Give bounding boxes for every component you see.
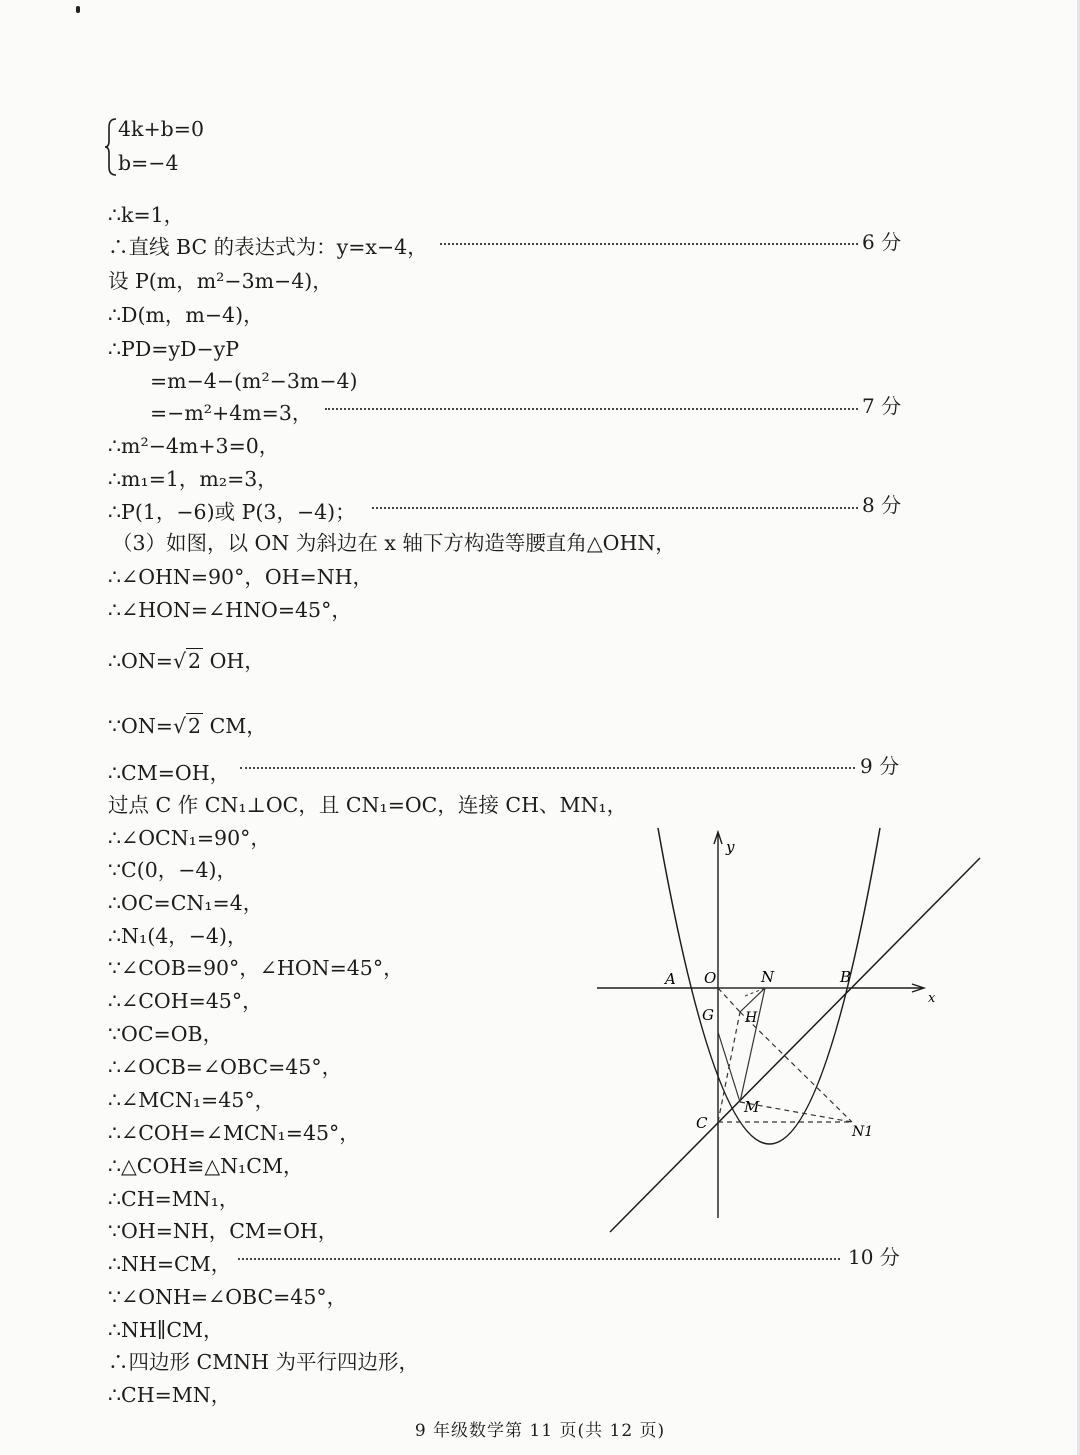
step-text: ∴ON= [108,649,173,673]
step-line: ∵C(0，−4)， [108,858,237,882]
step-line: ∴m₁=1，m₂=3， [108,467,278,491]
point-label-a: A [665,970,676,988]
step-line: ∴k=1， [108,203,185,227]
step-line: ∴P(1，−6)或 P(3，−4)； [108,500,356,524]
dot-leader [325,408,858,410]
step-line: 过点 C 作 CN₁⊥OC，且 CN₁=OC，连接 CH、MN₁， [108,793,628,817]
score-label: 6 分 [862,230,902,254]
parabola [658,828,880,1144]
point-label-m: M [744,1098,760,1116]
scan-mark [76,6,80,13]
geometry-figure [590,820,990,1240]
point-label-o: O [704,969,717,987]
point-label-h: H [745,1010,758,1026]
point-label-b: B [840,968,852,986]
radicand: 2 [188,649,202,673]
point-label-c: C [696,1114,708,1132]
step-text: CM， [203,714,267,738]
segment-gm [718,1032,740,1102]
dot-leader [440,243,858,245]
score-label: 8 分 [862,493,902,517]
step-line: ∴∠HON=∠HNO=45°， [108,598,352,622]
line-bc [610,858,980,1232]
x-axis-label: x [928,991,936,1006]
dot-leader [372,507,858,509]
point-label-n: N [761,968,775,986]
step-line: ∵OH=NH，CM=OH， [108,1219,339,1243]
helper-line [745,988,765,996]
point-label-g: G [702,1006,714,1024]
score-label: 7 分 [862,394,902,418]
score-label: 9 分 [860,754,900,778]
step-line: ∴CH=MN， [108,1383,232,1407]
segment-hn [740,988,765,1012]
step-line: ∴CH=MN₁， [108,1187,240,1211]
y-axis-label: y [726,838,735,856]
step-line: ∵OC=OB， [108,1022,224,1046]
dot-leader [240,767,855,769]
step-line: 设 P(m，m²−3m−4)， [108,269,333,293]
step-line: ∵∠COB=90°，∠HON=45°， [108,956,404,980]
segment-mn [740,988,765,1102]
step-text: OH， [203,649,265,673]
segment-oh [718,988,740,1012]
step-line: ∴m²−4m+3=0， [108,434,280,458]
step-line: ∴∠OCB=∠OBC=45°， [108,1055,343,1079]
step-line: （3）如图，以 ON 为斜边在 x 轴下方构造等腰直角△OHN， [112,531,676,555]
step-line: ∴CM=OH， [108,761,231,785]
step-line: ∴NH∥CM， [108,1318,224,1342]
step-line: ∴NH=CM， [108,1252,232,1276]
step-line: ∴∠OCN₁=90°， [108,826,271,850]
step-line: ∴∠COH=45°， [108,989,263,1013]
step-line: ∵∠ONH=∠OBC=45°， [108,1285,348,1309]
step-line: ∴∠MCN₁=45°， [108,1088,276,1112]
step-line: ∴直线 BC 的表达式为：y=x−4， [108,235,428,259]
step-line: =−m²+4m=3， [150,401,313,425]
system-line-2: b=−4 [118,151,179,175]
step-line: ∴N₁(4，−4)， [108,924,248,948]
step-text: ∵ON= [108,714,173,738]
step-line: =m−4−(m²−3m−4) [150,369,358,393]
step-line: ∴∠OHN=90°，OH=NH， [108,565,374,589]
step-line: ∴OC=CN₁=4， [108,891,264,915]
radicand: 2 [188,714,202,738]
step-line: ∴∠COH=∠MCN₁=45°， [108,1121,360,1145]
point-label-n1: N1 [852,1124,874,1140]
system-brace [104,117,118,177]
dot-leader [238,1258,840,1260]
step-line [108,713,267,739]
step-line [108,648,265,674]
step-line: ∴D(m，m−4)， [108,303,264,327]
step-line: ∴△COH≌△N₁CM， [108,1154,304,1178]
step-line: ∴PD=yD−yP [108,337,240,361]
step-line: ∴四边形 CMNH 为平行四边形， [108,1350,420,1374]
sqrt-symbol: √2 [172,714,202,738]
system-line-1: 4k+b=0 [118,117,204,141]
page-footer: 9 年级数学第 11 页(共 12 页) [414,1421,666,1441]
score-label: 10 分 [848,1245,900,1269]
sqrt-symbol: √2 [172,649,202,673]
